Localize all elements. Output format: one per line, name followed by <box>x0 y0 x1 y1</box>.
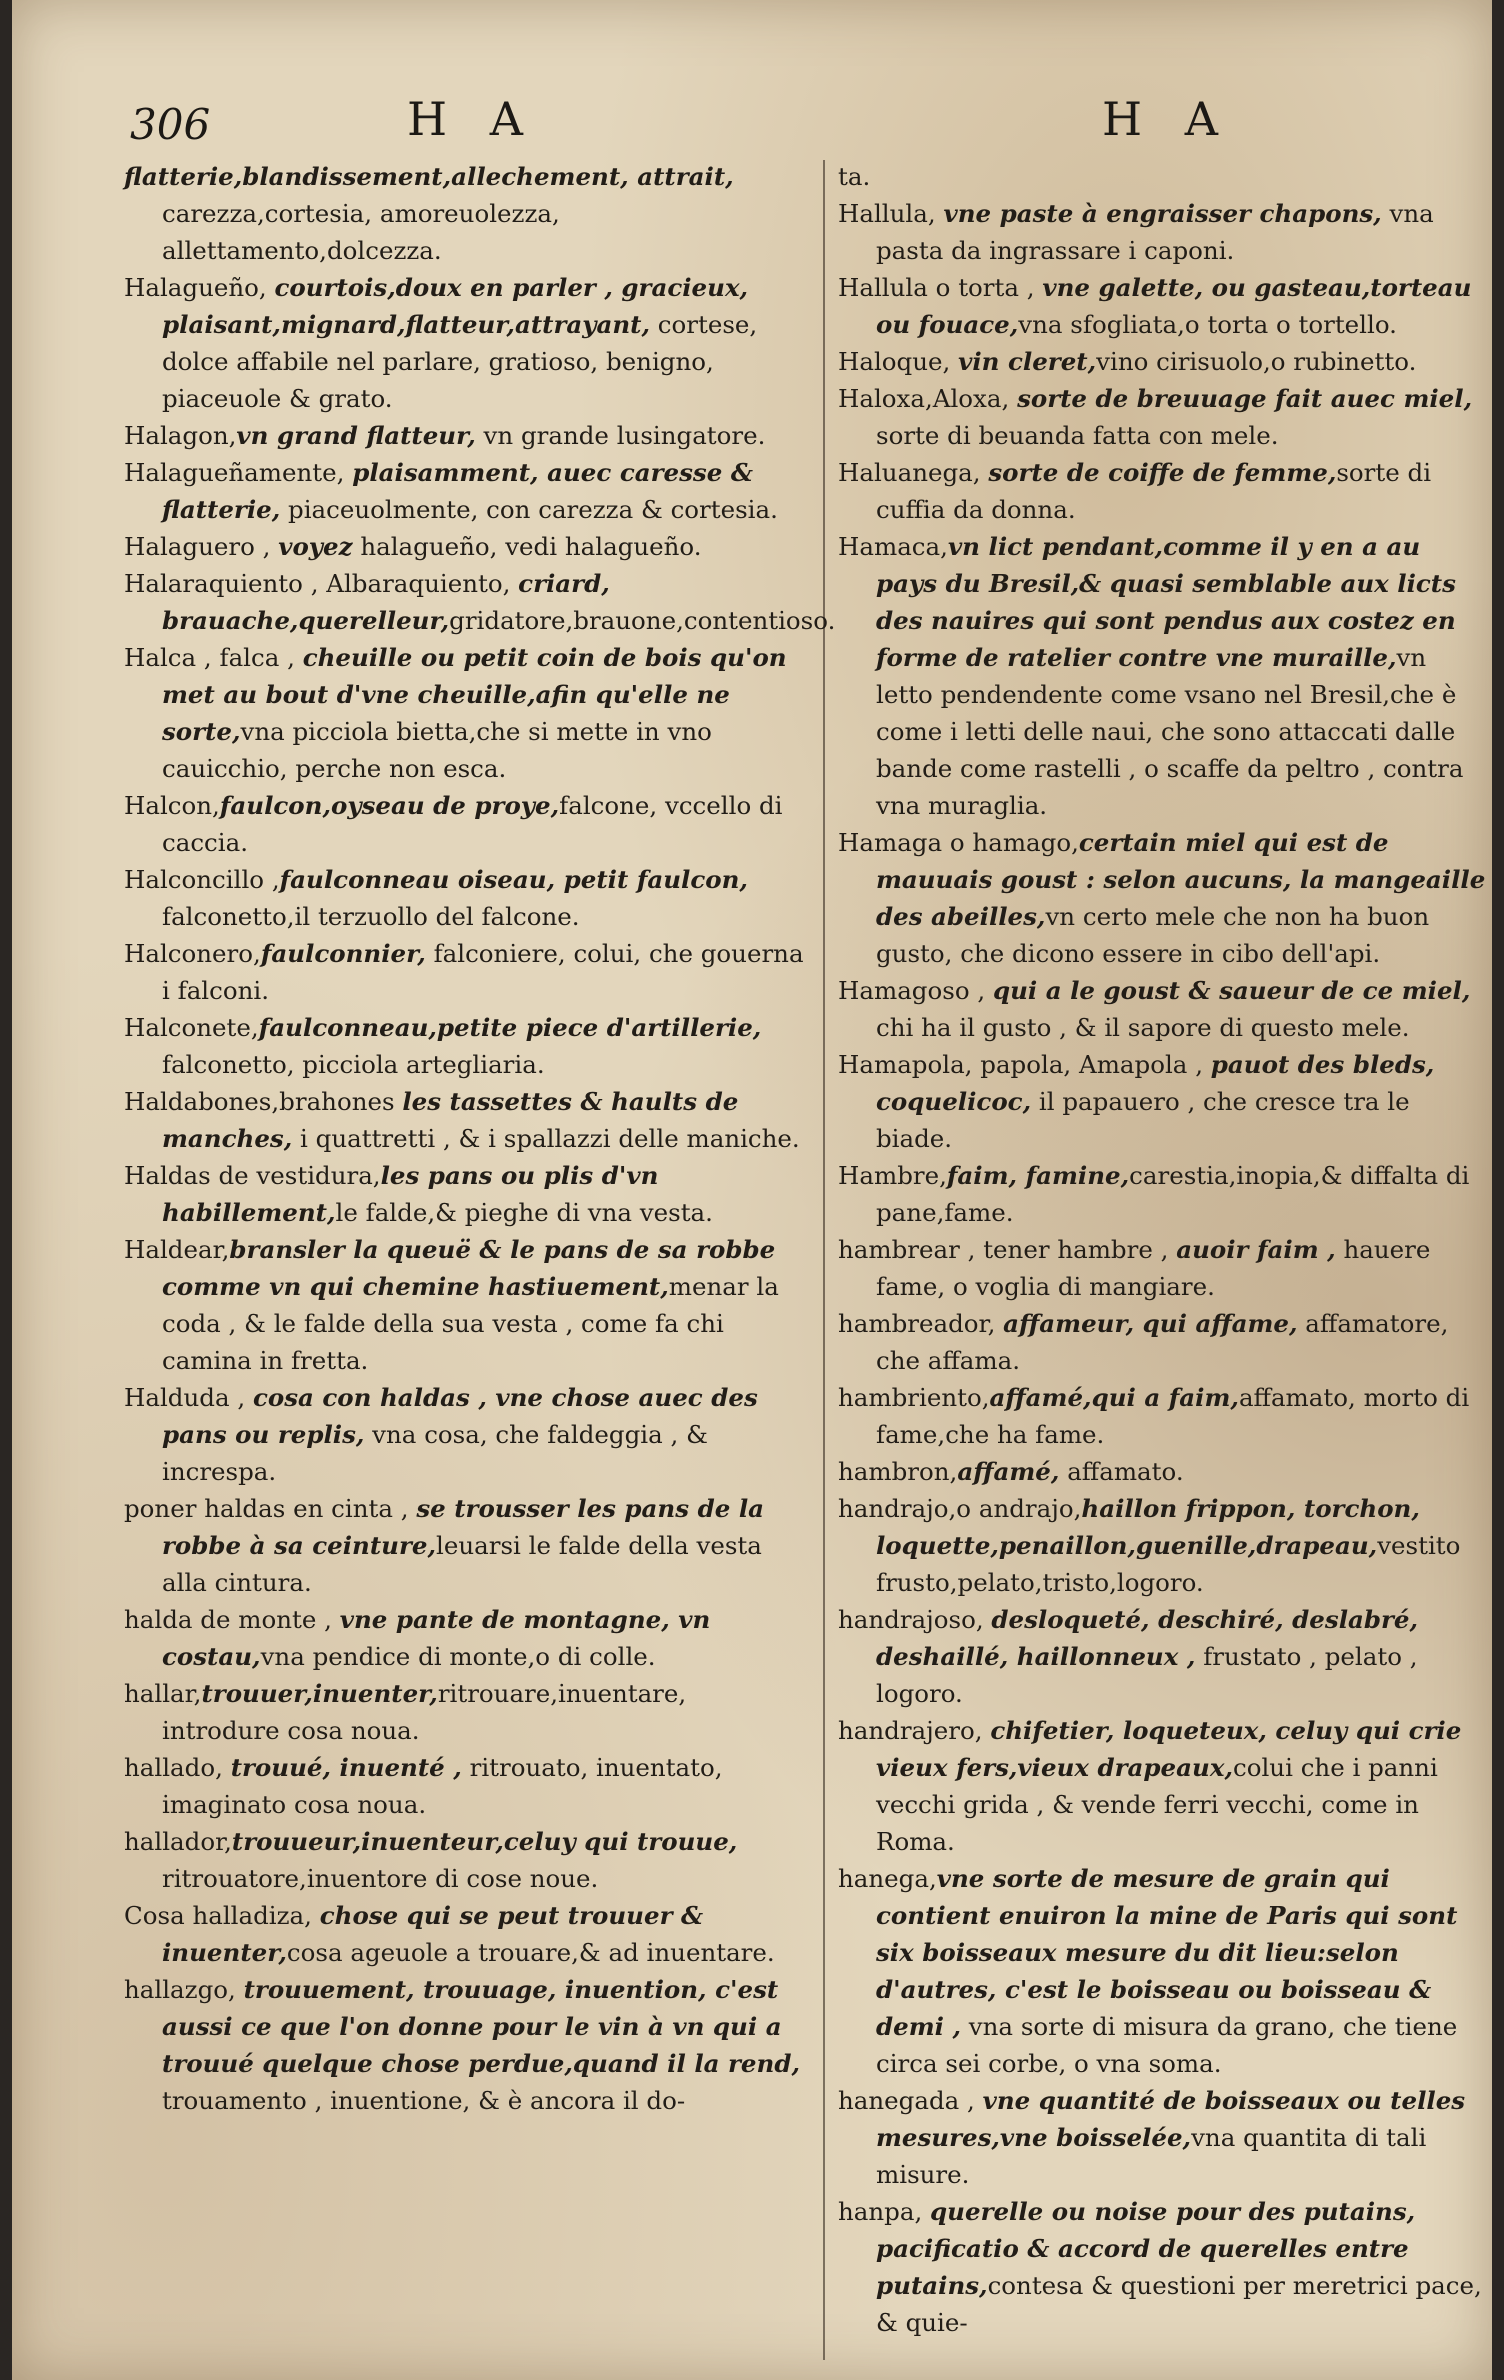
entry-headword: hallar, <box>124 1679 202 1708</box>
entry-headword: hallazgo, <box>124 1975 244 2004</box>
right-column <box>838 158 1488 2341</box>
dictionary-entry <box>838 2193 1488 2341</box>
dictionary-entry <box>838 1379 1488 1453</box>
entry-french-gloss: desloqueté, deschiré, deslabré, deshaillé, haillonneux , <box>876 1605 1419 1671</box>
dictionary-entry <box>124 861 804 935</box>
entry-french-gloss: sorte de breuuage fait auec miel, <box>1017 384 1473 413</box>
entry-headword: handrajo,o andrajo, <box>838 1494 1082 1523</box>
entry-italian-gloss: vna pendice di monte,o di colle. <box>260 1642 656 1671</box>
entry-italian-gloss: carezza,cortesia, amoreuolezza, allettamento,dolcezza. <box>162 199 560 265</box>
entry-italian-gloss: contesa & questioni per meretrici pace, & quie- <box>876 2271 1482 2337</box>
entry-italian-gloss: carestia,inopia,& diffalta di pane,fame. <box>876 1161 1470 1227</box>
dictionary-entry <box>838 1157 1488 1231</box>
dictionary-entry <box>124 454 804 528</box>
entry-french-gloss: vn grand flatteur, <box>236 421 476 450</box>
entry-italian-gloss: ritrouato, inuentato, imaginato cosa noua. <box>162 1753 723 1819</box>
entry-french-gloss: trouueur,inuenteur,celuy qui trouue, <box>231 1827 738 1856</box>
entry-headword: Hamaca, <box>838 532 948 561</box>
entry-french-gloss: pauot des bleds, coquelicoc, <box>876 1050 1435 1116</box>
entry-french-gloss: auoir faim , <box>1176 1235 1336 1264</box>
entry-headword: Halcon, <box>124 791 220 820</box>
dictionary-entry <box>838 380 1488 454</box>
entry-french-gloss: certain miel qui est de mauuais goust : selon aucuns, la mangeaille des abeilles, <box>876 828 1486 931</box>
entry-french-gloss: vne pante de montagne, vn costau, <box>162 1605 711 1671</box>
entry-french-gloss: vne paste à engraisser chapons, <box>943 199 1382 228</box>
entry-headword: Halaguero , <box>124 532 279 561</box>
entry-headword: hambron, <box>838 1457 958 1486</box>
entry-italian-gloss: colui che i panni vecchi grida , & vende ferri vecchi, come in Roma. <box>876 1753 1438 1856</box>
entry-italian-gloss: vna sfogliata,o torta o tortello. <box>1018 310 1397 339</box>
entry-french-gloss: trouuement, trouuage, inuention, c'est aussi ce que l'on donne pour le vin à vn qui a trouué quelque chose perdue,quand il la rend, <box>162 1975 800 2078</box>
left-column <box>124 158 836 2119</box>
entry-italian-gloss: vn letto pendendente come vsano nel Bresil,che è come i letti delle naui, che sono attaccati dalle bande come rastelli , o scaffe da peltro , contra vna muraglia. <box>876 643 1464 820</box>
entry-italian-gloss: chi ha il gusto , & il sapore di questo mele. <box>876 1013 1410 1042</box>
entry-italian-gloss: frustato , pelato , logoro. <box>876 1642 1418 1708</box>
entry-italian-gloss: gridatore,brauone,contentioso. <box>449 606 836 635</box>
entry-italian-gloss: falconetto, picciola artegliaria. <box>162 1050 545 1079</box>
entry-italian-gloss: sorte di cuffia da donna. <box>876 458 1432 524</box>
entry-italian-gloss: falcone, vccello di caccia. <box>162 791 783 857</box>
dictionary-entry <box>124 639 804 787</box>
entry-headword: hanegada , <box>838 2086 983 2115</box>
entry-headword: Halconete, <box>124 1013 259 1042</box>
dictionary-entry <box>124 935 804 1009</box>
dictionary-entry <box>124 565 836 639</box>
entry-french-gloss: trouuer,inuenter, <box>201 1679 438 1708</box>
entry-french-gloss: vne galette, ou gasteau,torteau ou fouace, <box>876 273 1472 339</box>
dictionary-entry <box>124 1749 804 1823</box>
entry-headword: Halca , falca , <box>124 643 303 672</box>
entry-headword: hambrear , tener hambre , <box>838 1235 1177 1264</box>
entry-headword: ta. <box>838 162 871 191</box>
entry-french-gloss: affamé, <box>957 1457 1060 1486</box>
entry-italian-gloss: falconiere, colui, che gouerna i falconi. <box>162 939 804 1005</box>
entry-italian-gloss: vino cirisuolo,o rubinetto. <box>1096 347 1417 376</box>
dictionary-entry <box>838 1601 1488 1712</box>
dictionary-entry <box>838 1231 1488 1305</box>
entry-french-gloss: affamé,qui a faim, <box>989 1383 1239 1412</box>
dictionary-entry <box>838 824 1488 972</box>
dictionary-entry <box>124 787 804 861</box>
dictionary-entry <box>838 972 1488 1046</box>
dictionary-entry <box>838 158 1488 195</box>
entry-italian-gloss: falconetto,il terzuollo del falcone. <box>162 902 580 931</box>
entry-headword: Haluanega, <box>838 458 989 487</box>
entry-french-gloss: les tassettes & haults de manches, <box>162 1087 739 1153</box>
entry-french-gloss: chifetier, loqueteux, celuy qui crie vieux fers,vieux drapeaux, <box>876 1716 1462 1782</box>
entry-french-gloss: chose qui se peut trouuer & inuenter, <box>162 1901 704 1967</box>
dictionary-entry <box>838 454 1488 528</box>
entry-french-gloss: sorte de coiffe de femme, <box>988 458 1337 487</box>
entry-headword: Halagueñamente, <box>124 458 353 487</box>
dictionary-entry <box>124 1971 804 2119</box>
entry-headword: Hamapola, papola, Amapola , <box>838 1050 1211 1079</box>
entry-headword: handrajero, <box>838 1716 991 1745</box>
entry-headword: Haloque, <box>838 347 959 376</box>
dictionary-entry <box>124 1231 804 1379</box>
entry-headword: Haldabones,brahones <box>124 1087 403 1116</box>
entry-headword: poner haldas en cinta , <box>124 1494 417 1523</box>
entry-french-gloss: plaisamment, auec caresse & flatterie, <box>162 458 753 524</box>
entry-french-gloss: se trousser les pans de la robbe à sa ceinture, <box>162 1494 765 1560</box>
dictionary-entry <box>838 195 1488 269</box>
entry-italian-gloss: vna sorte di misura da grano, che tiene circa sei corbe, o vna soma. <box>876 2012 1458 2078</box>
dictionary-entry <box>838 1712 1488 1860</box>
entry-french-gloss: voyez <box>278 532 353 561</box>
entry-french-gloss: bransler la queuë & le pans de sa robbe comme vn qui chemine hastiuement, <box>162 1235 776 1301</box>
dictionary-entry <box>838 1490 1488 1601</box>
dictionary-entry <box>124 1157 804 1231</box>
entry-french-gloss: faulconneau,petite piece d'artillerie, <box>258 1013 762 1042</box>
entry-french-gloss: courtois,doux en parler , gracieux, plaisant,mignard,flatteur,attrayant, <box>162 273 749 339</box>
entry-french-gloss: vn lict pendant,comme il y en a au pays du Bresil,& quasi semblable aux licts des nauires qui sont pendus aux costez en forme de ratelier contre vne muraille, <box>876 532 1456 672</box>
entry-italian-gloss: cortese, dolce affabile nel parlare, gratioso, benigno, piaceuole & grato. <box>162 310 758 413</box>
dictionary-entry <box>838 2082 1488 2193</box>
entry-italian-gloss: affamatore, che affama. <box>876 1309 1449 1375</box>
entry-italian-gloss: vna quantita di tali misure. <box>876 2123 1427 2189</box>
entry-headword: Halconero, <box>124 939 261 968</box>
entry-french-gloss: vin cleret, <box>958 347 1097 376</box>
entry-headword: handrajoso, <box>838 1605 992 1634</box>
entry-italian-gloss: vn grande lusingatore. <box>475 421 766 450</box>
entry-italian-gloss: menar la coda , & le falde della sua vesta , come fa chi camina in fretta. <box>162 1272 779 1375</box>
page-header <box>12 92 1492 152</box>
entry-italian-gloss: vn certo mele che non ha buon gusto, che dicono essere in cibo dell'api. <box>876 902 1430 968</box>
entry-italian-gloss: affamato. <box>1059 1457 1184 1486</box>
entry-italian-gloss: ritrouare,inuentare, introdure cosa noua. <box>162 1679 687 1745</box>
entry-french-gloss: vne quantité de boisseaux ou telles mesures,vne boisselée, <box>876 2086 1466 2152</box>
entry-headword: Halagon, <box>124 421 237 450</box>
dictionary-entry <box>124 1083 804 1157</box>
dictionary-entry <box>124 1379 804 1490</box>
entry-italian-gloss: halagueño, vedi halagueño. <box>352 532 702 561</box>
dictionary-entry <box>124 1823 804 1897</box>
entry-headword: Hamaga o hamago, <box>838 828 1079 857</box>
entry-italian-gloss: i quattretti , & i spallazzi delle maniche. <box>292 1124 800 1153</box>
dictionary-entry <box>124 1897 804 1971</box>
entry-headword: Haldear, <box>124 1235 230 1264</box>
entry-headword: halda de monte , <box>124 1605 340 1634</box>
dictionary-entry <box>124 1601 804 1675</box>
dictionary-entry <box>124 417 804 454</box>
entry-italian-gloss: leuarsi le falde della vesta alla cintura. <box>162 1531 762 1597</box>
entry-headword: Halagueño, <box>124 273 275 302</box>
entry-french-gloss: trouué, inuenté , <box>230 1753 462 1782</box>
entry-french-gloss: cheuille ou petit coin de bois qu'on met au bout d'vne cheuille,afin qu'elle ne sorte, <box>162 643 787 746</box>
entry-french-gloss: criard, brauache,querelleur, <box>162 569 610 635</box>
entry-headword: Halduda , <box>124 1383 253 1412</box>
entry-headword: Haloxa,Aloxa, <box>838 384 1018 413</box>
entry-headword: hanpa, <box>838 2197 931 2226</box>
entry-italian-gloss: sorte di beuanda fatta con mele. <box>876 421 1279 450</box>
entry-french-gloss: querelle ou noise pour des putains, pacificatio & accord de querelles entre putains, <box>876 2197 1416 2300</box>
entry-headword: Cosa halladiza, <box>124 1901 320 1930</box>
entry-italian-gloss: il papauero , che cresce tra le biade. <box>876 1087 1410 1153</box>
dictionary-entry <box>838 1860 1488 2082</box>
entry-french-gloss: vne sorte de mesure de grain qui contient enuiron la mine de Paris qui sont six boisseaux mesure du dit lieu:selon d'autres, c'est le boisseau ou boisseau & demi , <box>876 1864 1458 2041</box>
dictionary-entry <box>124 269 804 417</box>
dictionary-entry <box>838 269 1488 343</box>
entry-italian-gloss: vna picciola bietta,che si mette in vno cauicchio, perche non esca. <box>162 717 712 783</box>
dictionary-entry <box>124 1490 804 1601</box>
entry-headword: hanega, <box>838 1864 937 1893</box>
entry-headword: Hallula o torta , <box>838 273 1043 302</box>
entry-headword: hallado, <box>124 1753 231 1782</box>
entry-headword: Hambre, <box>838 1161 947 1190</box>
dictionary-entry <box>124 1009 804 1083</box>
dictionary-entry <box>124 528 804 565</box>
entry-italian-gloss: vestito frusto,pelato,tristo,logoro. <box>876 1531 1461 1597</box>
entry-french-gloss: faulconnier, <box>260 939 426 968</box>
entry-french-gloss: qui a le goust & saueur de ce miel, <box>992 976 1471 1005</box>
entry-french-gloss: faulcon,oyseau de proye, <box>219 791 560 820</box>
running-head-right: H A <box>1102 92 1232 146</box>
dictionary-entry <box>124 1675 804 1749</box>
dictionary-entry <box>124 158 804 269</box>
running-head-left: H A <box>407 92 537 146</box>
entry-headword: Halaraquiento , Albaraquiento, <box>124 569 519 598</box>
dictionary-entry <box>838 1305 1488 1379</box>
entry-french-gloss: flatterie,blandissement,allechement, attrait, <box>124 162 734 191</box>
dictionary-page <box>12 0 1492 2380</box>
dictionary-entry <box>838 1453 1488 1490</box>
entry-french-gloss: les pans ou plis d'vn habillement, <box>162 1161 659 1227</box>
entry-italian-gloss: affamato, morto di fame,che ha fame. <box>876 1383 1470 1449</box>
entry-italian-gloss: vna pasta da ingrassare i caponi. <box>876 199 1434 265</box>
entry-italian-gloss: vna cosa, che faldeggia , & increspa. <box>162 1420 708 1486</box>
entry-french-gloss: faim, famine, <box>946 1161 1130 1190</box>
page-number: 306 <box>130 100 211 149</box>
entry-french-gloss: cosa con haldas , vne chose auec des pans ou replis, <box>162 1383 758 1449</box>
dictionary-entry <box>838 343 1488 380</box>
entry-headword: hambriento, <box>838 1383 990 1412</box>
entry-headword: hambreador, <box>838 1309 1004 1338</box>
entry-french-gloss: faulconneau oiseau, petit faulcon, <box>279 865 748 894</box>
entry-headword: Halconcillo , <box>124 865 280 894</box>
entry-headword: hallador, <box>124 1827 232 1856</box>
entry-italian-gloss: cosa ageuole a trouare,& ad inuentare. <box>286 1938 775 1967</box>
column-divider <box>823 160 825 2360</box>
entry-italian-gloss: le falde,& pieghe di vna vesta. <box>335 1198 713 1227</box>
entry-french-gloss: affameur, qui affame, <box>1003 1309 1298 1338</box>
entry-italian-gloss: trouamento , inuentione, & è ancora il do- <box>162 2086 686 2115</box>
entry-french-gloss: haillon frippon, torchon, loquette,penaillon,guenille,drapeau, <box>876 1494 1420 1560</box>
entry-headword: Haldas de vestidura, <box>124 1161 381 1190</box>
dictionary-entry <box>838 1046 1488 1157</box>
entry-italian-gloss: hauere fame, o voglia di mangiare. <box>876 1235 1431 1301</box>
entry-headword: Hamagoso , <box>838 976 993 1005</box>
entry-headword: Hallula, <box>838 199 944 228</box>
entry-italian-gloss: ritrouatore,inuentore di cose noue. <box>162 1864 599 1893</box>
dictionary-entry <box>838 528 1488 824</box>
entry-italian-gloss: piaceuolmente, con carezza & cortesia. <box>280 495 778 524</box>
